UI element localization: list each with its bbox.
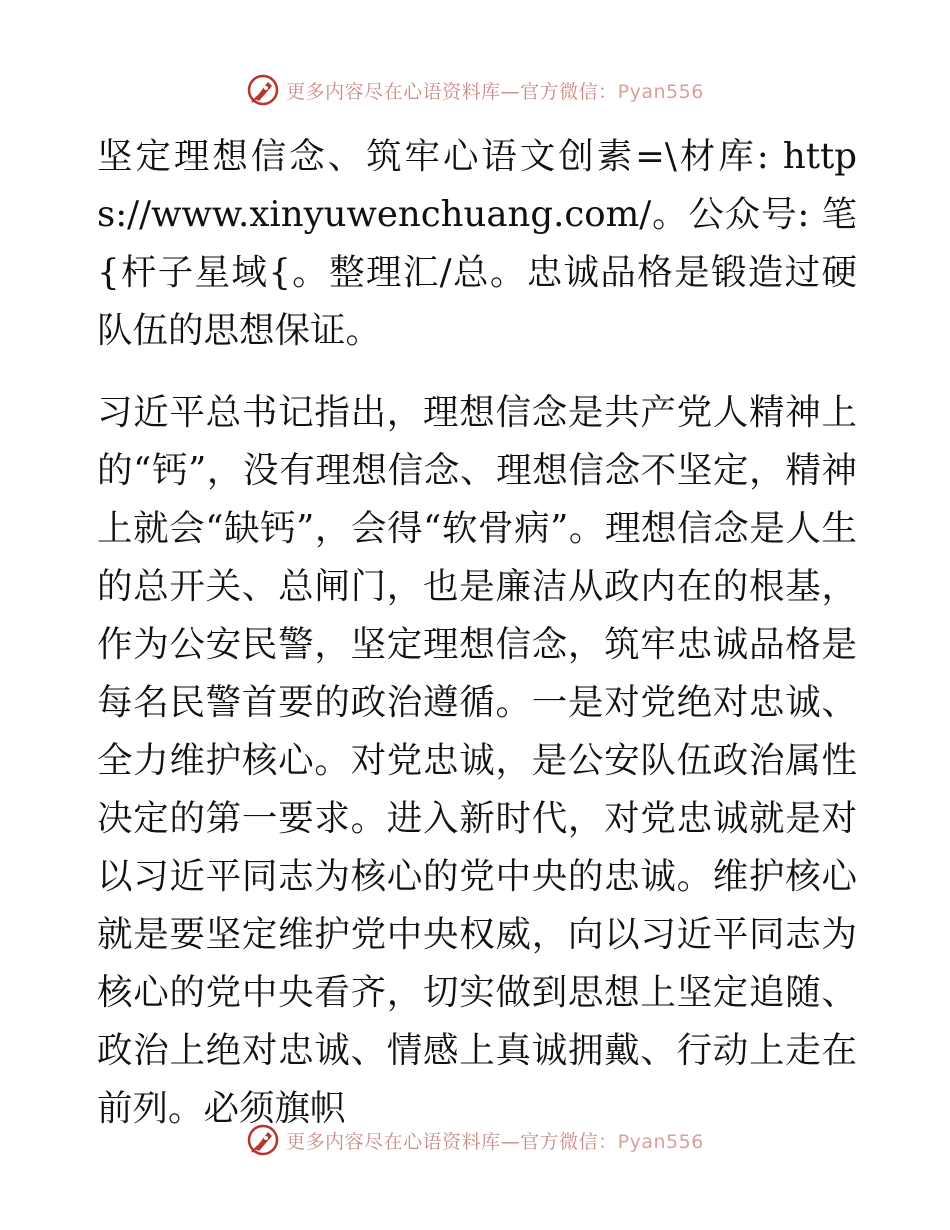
footer-banner-label: 更多内容尽在心语资料库—官方微信： bbox=[286, 1130, 618, 1153]
pen-nib-logo-icon bbox=[246, 1123, 280, 1157]
header-wechat-id: Pyan556 bbox=[617, 80, 704, 103]
header-banner bbox=[0, 70, 950, 110]
document-body bbox=[97, 128, 857, 1162]
header-banner-label: 更多内容尽在心语资料库—官方微信： bbox=[286, 80, 618, 103]
header-banner-text bbox=[286, 77, 704, 104]
footer-banner bbox=[0, 1120, 950, 1160]
pen-nib-logo-icon bbox=[246, 73, 280, 107]
footer-banner-text bbox=[286, 1127, 704, 1154]
paragraph-2: 习近平总书记指出，理想信念是共产党人精神上的“钙”，没有理想信念、理想信念不坚定，精神上就会“缺钙”，会得“软骨病”。理想信念是人生的总开关、总闸门，也是廉洁从政内在的根基，作为公安民警，坚定理想信念，筑牢忠诚品格是每名民警首要的政治遵循。一是对党绝对忠诚、全力维护核心。对党忠诚，是公安队伍政治属性决定的第一要求。进入新时代，对党忠诚就是对以习近平同志为核心的党中央的忠诚。维护核心就是要坚定维护党中央权威，向以习近平同志为核心的党中央看齐，切实做到思想上坚定追随、政治上绝对忠诚、情感上真诚拥戴、行动上走在前列。必须旗帜 bbox=[97, 392, 857, 1129]
paragraph-1: 坚定理想信念、筑牢心语文创素=\材库: https://www.xinyuwenchuang.com/。公众号: 笔{杆子星域{。整理汇/总。忠诚品格是锻造过硬队伍的思想保证。 bbox=[97, 136, 857, 351]
footer-wechat-id: Pyan556 bbox=[617, 1130, 704, 1153]
